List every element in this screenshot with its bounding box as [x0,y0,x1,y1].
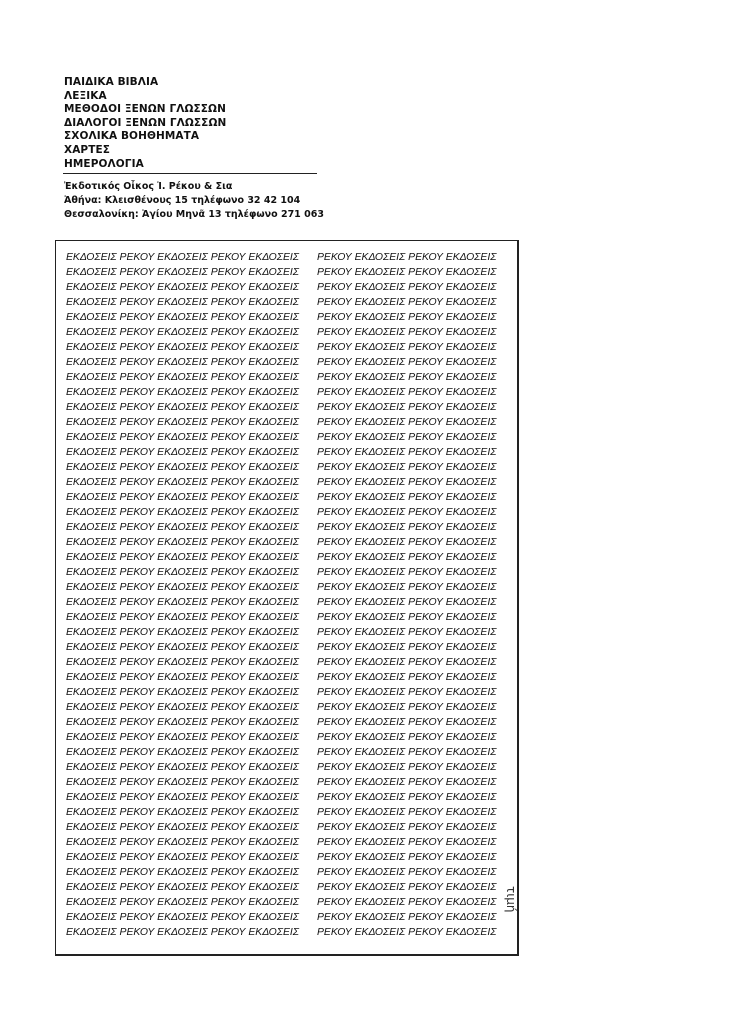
pattern-line [66,400,514,415]
pattern-segment-left: ΕΚΔΟΣΕΙΣ ΡΕΚΟΥ ΕΚΔΟΣΕΙΣ ΡΕΚΟΥ ΕΚΔΟΣΕΙΣ [66,627,299,638]
pattern-line [66,460,514,475]
pattern-segment-left: ΕΚΔΟΣΕΙΣ ΡΕΚΟΥ ΕΚΔΟΣΕΙΣ ΡΕΚΟΥ ΕΚΔΟΣΕΙΣ [66,327,299,338]
pattern-segment-left: ΕΚΔΟΣΕΙΣ ΡΕΚΟΥ ΕΚΔΟΣΕΙΣ ΡΕΚΟΥ ΕΚΔΟΣΕΙΣ [66,357,299,368]
category-item: ΛΕΞΙΚΑ [64,89,107,102]
pattern-line [66,625,514,640]
pattern-line [66,745,514,760]
pattern-line [66,715,514,730]
pattern-segment-right: ΡΕΚΟΥ ΕΚΔΟΣΕΙΣ ΡΕΚΟΥ ΕΚΔΟΣΕΙΣ [317,747,497,758]
pattern-segment-left: ΕΚΔΟΣΕΙΣ ΡΕΚΟΥ ΕΚΔΟΣΕΙΣ ΡΕΚΟΥ ΕΚΔΟΣΕΙΣ [66,552,299,563]
pattern-line [66,610,514,625]
pattern-segment-left: ΕΚΔΟΣΕΙΣ ΡΕΚΟΥ ΕΚΔΟΣΕΙΣ ΡΕΚΟΥ ΕΚΔΟΣΕΙΣ [66,687,299,698]
pattern-line [66,580,514,595]
publisher-contacts [64,180,324,223]
pattern-line [66,265,514,280]
pattern-line [66,865,514,880]
pattern-segment-left: ΕΚΔΟΣΕΙΣ ΡΕΚΟΥ ΕΚΔΟΣΕΙΣ ΡΕΚΟΥ ΕΚΔΟΣΕΙΣ [66,447,299,458]
pattern-segment-right: ΡΕΚΟΥ ΕΚΔΟΣΕΙΣ ΡΕΚΟΥ ΕΚΔΟΣΕΙΣ [317,852,497,863]
pattern-segment-right: ΡΕΚΟΥ ΕΚΔΟΣΕΙΣ ΡΕΚΟΥ ΕΚΔΟΣΕΙΣ [317,252,497,263]
pattern-segment-right: ΡΕΚΟΥ ΕΚΔΟΣΕΙΣ ΡΕΚΟΥ ΕΚΔΟΣΕΙΣ [317,447,497,458]
pattern-segment-right: ΡΕΚΟΥ ΕΚΔΟΣΕΙΣ ΡΕΚΟΥ ΕΚΔΟΣΕΙΣ [317,822,497,833]
pattern-line [66,910,514,925]
pattern-line [66,700,514,715]
pattern-segment-left: ΕΚΔΟΣΕΙΣ ΡΕΚΟΥ ΕΚΔΟΣΕΙΣ ΡΕΚΟΥ ΕΚΔΟΣΕΙΣ [66,927,299,938]
section-divider [63,173,317,174]
pattern-segment-left: ΕΚΔΟΣΕΙΣ ΡΕΚΟΥ ΕΚΔΟΣΕΙΣ ΡΕΚΟΥ ΕΚΔΟΣΕΙΣ [66,312,299,323]
pattern-segment-left: ΕΚΔΟΣΕΙΣ ΡΕΚΟΥ ΕΚΔΟΣΕΙΣ ΡΕΚΟΥ ΕΚΔΟΣΕΙΣ [66,522,299,533]
pattern-segment-right: ΡΕΚΟΥ ΕΚΔΟΣΕΙΣ ΡΕΚΟΥ ΕΚΔΟΣΕΙΣ [317,282,497,293]
pattern-segment-right: ΡΕΚΟΥ ΕΚΔΟΣΕΙΣ ΡΕΚΟΥ ΕΚΔΟΣΕΙΣ [317,462,497,473]
pattern-segment-right: ΡΕΚΟΥ ΕΚΔΟΣΕΙΣ ΡΕΚΟΥ ΕΚΔΟΣΕΙΣ [317,762,497,773]
price-mark: τιμή [504,886,518,913]
pattern-segment-left: ΕΚΔΟΣΕΙΣ ΡΕΚΟΥ ΕΚΔΟΣΕΙΣ ΡΕΚΟΥ ΕΚΔΟΣΕΙΣ [66,432,299,443]
pattern-segment-right: ΡΕΚΟΥ ΕΚΔΟΣΕΙΣ ΡΕΚΟΥ ΕΚΔΟΣΕΙΣ [317,777,497,788]
pattern-segment-right: ΡΕΚΟΥ ΕΚΔΟΣΕΙΣ ΡΕΚΟΥ ΕΚΔΟΣΕΙΣ [317,627,497,638]
pattern-segment-right: ΡΕΚΟΥ ΕΚΔΟΣΕΙΣ ΡΕΚΟΥ ΕΚΔΟΣΕΙΣ [317,867,497,878]
pattern-segment-right: ΡΕΚΟΥ ΕΚΔΟΣΕΙΣ ΡΕΚΟΥ ΕΚΔΟΣΕΙΣ [317,417,497,428]
pattern-segment-left: ΕΚΔΟΣΕΙΣ ΡΕΚΟΥ ΕΚΔΟΣΕΙΣ ΡΕΚΟΥ ΕΚΔΟΣΕΙΣ [66,417,299,428]
pattern-segment-right: ΡΕΚΟΥ ΕΚΔΟΣΕΙΣ ΡΕΚΟΥ ΕΚΔΟΣΕΙΣ [317,582,497,593]
pattern-segment-left: ΕΚΔΟΣΕΙΣ ΡΕΚΟΥ ΕΚΔΟΣΕΙΣ ΡΕΚΟΥ ΕΚΔΟΣΕΙΣ [66,507,299,518]
pattern-line [66,415,514,430]
pattern-line [66,595,514,610]
pattern-segment-left: ΕΚΔΟΣΕΙΣ ΡΕΚΟΥ ΕΚΔΟΣΕΙΣ ΡΕΚΟΥ ΕΚΔΟΣΕΙΣ [66,822,299,833]
pattern-segment-left: ΕΚΔΟΣΕΙΣ ΡΕΚΟΥ ΕΚΔΟΣΕΙΣ ΡΕΚΟΥ ΕΚΔΟΣΕΙΣ [66,792,299,803]
pattern-segment-left: ΕΚΔΟΣΕΙΣ ΡΕΚΟΥ ΕΚΔΟΣΕΙΣ ΡΕΚΟΥ ΕΚΔΟΣΕΙΣ [66,717,299,728]
pattern-line [66,850,514,865]
pattern-line [66,565,514,580]
pattern-segment-right: ΡΕΚΟΥ ΕΚΔΟΣΕΙΣ ΡΕΚΟΥ ΕΚΔΟΣΕΙΣ [317,687,497,698]
pattern-line [66,505,514,520]
pattern-segment-right: ΡΕΚΟΥ ΕΚΔΟΣΕΙΣ ΡΕΚΟΥ ΕΚΔΟΣΕΙΣ [317,507,497,518]
pattern-line [66,370,514,385]
pattern-segment-left: ΕΚΔΟΣΕΙΣ ΡΕΚΟΥ ΕΚΔΟΣΕΙΣ ΡΕΚΟΥ ΕΚΔΟΣΕΙΣ [66,402,299,413]
pattern-line [66,355,514,370]
pattern-segment-right: ΡΕΚΟΥ ΕΚΔΟΣΕΙΣ ΡΕΚΟΥ ΕΚΔΟΣΕΙΣ [317,792,497,803]
pattern-segment-right: ΡΕΚΟΥ ΕΚΔΟΣΕΙΣ ΡΕΚΟΥ ΕΚΔΟΣΕΙΣ [317,327,497,338]
pattern-segment-right: ΡΕΚΟΥ ΕΚΔΟΣΕΙΣ ΡΕΚΟΥ ΕΚΔΟΣΕΙΣ [317,882,497,893]
pattern-line [66,835,514,850]
pattern-segment-right: ΡΕΚΟΥ ΕΚΔΟΣΕΙΣ ΡΕΚΟΥ ΕΚΔΟΣΕΙΣ [317,612,497,623]
pattern-line [66,535,514,550]
pattern-segment-left: ΕΚΔΟΣΕΙΣ ΡΕΚΟΥ ΕΚΔΟΣΕΙΣ ΡΕΚΟΥ ΕΚΔΟΣΕΙΣ [66,762,299,773]
pattern-segment-left: ΕΚΔΟΣΕΙΣ ΡΕΚΟΥ ΕΚΔΟΣΕΙΣ ΡΕΚΟΥ ΕΚΔΟΣΕΙΣ [66,597,299,608]
category-list [64,76,226,171]
pattern-segment-left: ΕΚΔΟΣΕΙΣ ΡΕΚΟΥ ΕΚΔΟΣΕΙΣ ΡΕΚΟΥ ΕΚΔΟΣΕΙΣ [66,492,299,503]
pattern-line [66,250,514,265]
pattern-segment-left: ΕΚΔΟΣΕΙΣ ΡΕΚΟΥ ΕΚΔΟΣΕΙΣ ΡΕΚΟΥ ΕΚΔΟΣΕΙΣ [66,342,299,353]
pattern-segment-left: ΕΚΔΟΣΕΙΣ ΡΕΚΟΥ ΕΚΔΟΣΕΙΣ ΡΕΚΟΥ ΕΚΔΟΣΕΙΣ [66,807,299,818]
pattern-segment-left: ΕΚΔΟΣΕΙΣ ΡΕΚΟΥ ΕΚΔΟΣΕΙΣ ΡΕΚΟΥ ΕΚΔΟΣΕΙΣ [66,462,299,473]
pattern-segment-right: ΡΕΚΟΥ ΕΚΔΟΣΕΙΣ ΡΕΚΟΥ ΕΚΔΟΣΕΙΣ [317,567,497,578]
pattern-segment-right: ΡΕΚΟΥ ΕΚΔΟΣΕΙΣ ΡΕΚΟΥ ΕΚΔΟΣΕΙΣ [317,912,497,923]
pattern-segment-left: ΕΚΔΟΣΕΙΣ ΡΕΚΟΥ ΕΚΔΟΣΕΙΣ ΡΕΚΟΥ ΕΚΔΟΣΕΙΣ [66,252,299,263]
pattern-segment-right: ΡΕΚΟΥ ΕΚΔΟΣΕΙΣ ΡΕΚΟΥ ΕΚΔΟΣΕΙΣ [317,492,497,503]
pattern-segment-right: ΡΕΚΟΥ ΕΚΔΟΣΕΙΣ ΡΕΚΟΥ ΕΚΔΟΣΕΙΣ [317,807,497,818]
pattern-line [66,295,514,310]
pattern-line [66,520,514,535]
pattern-segment-left: ΕΚΔΟΣΕΙΣ ΡΕΚΟΥ ΕΚΔΟΣΕΙΣ ΡΕΚΟΥ ΕΚΔΟΣΕΙΣ [66,777,299,788]
pattern-segment-left: ΕΚΔΟΣΕΙΣ ΡΕΚΟΥ ΕΚΔΟΣΕΙΣ ΡΕΚΟΥ ΕΚΔΟΣΕΙΣ [66,747,299,758]
athens-address: Ἀθήνα: Κλεισθένους 15 τηλέφωνο 32 42 104 [64,195,301,207]
pattern-segment-right: ΡΕΚΟΥ ΕΚΔΟΣΕΙΣ ΡΕΚΟΥ ΕΚΔΟΣΕΙΣ [317,717,497,728]
publisher-name: Ἐκδοτικός Οἶκος Ἰ. Ρέκου & Σια [64,181,233,192]
pattern-segment-right: ΡΕΚΟΥ ΕΚΔΟΣΕΙΣ ΡΕΚΟΥ ΕΚΔΟΣΕΙΣ [317,552,497,563]
pattern-segment-left: ΕΚΔΟΣΕΙΣ ΡΕΚΟΥ ΕΚΔΟΣΕΙΣ ΡΕΚΟΥ ΕΚΔΟΣΕΙΣ [66,282,299,293]
pattern-segment-right: ΡΕΚΟΥ ΕΚΔΟΣΕΙΣ ΡΕΚΟΥ ΕΚΔΟΣΕΙΣ [317,387,497,398]
pattern-line [66,925,514,940]
pattern-segment-right: ΡΕΚΟΥ ΕΚΔΟΣΕΙΣ ΡΕΚΟΥ ΕΚΔΟΣΕΙΣ [317,297,497,308]
pattern-line [66,430,514,445]
category-item: ΣΧΟΛΙΚΑ ΒΟΗΘΗΜΑΤΑ [64,130,200,143]
pattern-segment-right: ΡΕΚΟΥ ΕΚΔΟΣΕΙΣ ΡΕΚΟΥ ΕΚΔΟΣΕΙΣ [317,702,497,713]
pattern-line [66,475,514,490]
pattern-line [66,340,514,355]
pattern-line [66,790,514,805]
pattern-segment-left: ΕΚΔΟΣΕΙΣ ΡΕΚΟΥ ΕΚΔΟΣΕΙΣ ΡΕΚΟΥ ΕΚΔΟΣΕΙΣ [66,267,299,278]
pattern-line [66,805,514,820]
pattern-segment-left: ΕΚΔΟΣΕΙΣ ΡΕΚΟΥ ΕΚΔΟΣΕΙΣ ΡΕΚΟΥ ΕΚΔΟΣΕΙΣ [66,477,299,488]
pattern-segment-left: ΕΚΔΟΣΕΙΣ ΡΕΚΟΥ ΕΚΔΟΣΕΙΣ ΡΕΚΟΥ ΕΚΔΟΣΕΙΣ [66,672,299,683]
pattern-line [66,490,514,505]
pattern-segment-left: ΕΚΔΟΣΕΙΣ ΡΕΚΟΥ ΕΚΔΟΣΕΙΣ ΡΕΚΟΥ ΕΚΔΟΣΕΙΣ [66,882,299,893]
pattern-segment-right: ΡΕΚΟΥ ΕΚΔΟΣΕΙΣ ΡΕΚΟΥ ΕΚΔΟΣΕΙΣ [317,402,497,413]
pattern-line [66,880,514,895]
pattern-segment-left: ΕΚΔΟΣΕΙΣ ΡΕΚΟΥ ΕΚΔΟΣΕΙΣ ΡΕΚΟΥ ΕΚΔΟΣΕΙΣ [66,612,299,623]
category-item: ΔΙΑΛΟΓΟΙ ΞΕΝΩΝ ΓΛΩΣΣΩΝ [64,116,227,129]
category-item: ΠΑΙΔΙΚΑ ΒΙΒΛΙΑ [64,76,159,88]
pattern-segment-right: ΡΕΚΟΥ ΕΚΔΟΣΕΙΣ ΡΕΚΟΥ ΕΚΔΟΣΕΙΣ [317,837,497,848]
pattern-segment-left: ΕΚΔΟΣΕΙΣ ΡΕΚΟΥ ΕΚΔΟΣΕΙΣ ΡΕΚΟΥ ΕΚΔΟΣΕΙΣ [66,657,299,668]
pattern-line [66,325,514,340]
pattern-line [66,655,514,670]
pattern-segment-left: ΕΚΔΟΣΕΙΣ ΡΕΚΟΥ ΕΚΔΟΣΕΙΣ ΡΕΚΟΥ ΕΚΔΟΣΕΙΣ [66,642,299,653]
publisher-pattern-block [66,250,514,940]
pattern-segment-right: ΡΕΚΟΥ ΕΚΔΟΣΕΙΣ ΡΕΚΟΥ ΕΚΔΟΣΕΙΣ [317,312,497,323]
pattern-segment-right: ΡΕΚΟΥ ΕΚΔΟΣΕΙΣ ΡΕΚΟΥ ΕΚΔΟΣΕΙΣ [317,642,497,653]
pattern-segment-right: ΡΕΚΟΥ ΕΚΔΟΣΕΙΣ ΡΕΚΟΥ ΕΚΔΟΣΕΙΣ [317,357,497,368]
pattern-segment-left: ΕΚΔΟΣΕΙΣ ΡΕΚΟΥ ΕΚΔΟΣΕΙΣ ΡΕΚΟΥ ΕΚΔΟΣΕΙΣ [66,852,299,863]
pattern-segment-left: ΕΚΔΟΣΕΙΣ ΡΕΚΟΥ ΕΚΔΟΣΕΙΣ ΡΕΚΟΥ ΕΚΔΟΣΕΙΣ [66,387,299,398]
pattern-segment-left: ΕΚΔΟΣΕΙΣ ΡΕΚΟΥ ΕΚΔΟΣΕΙΣ ΡΕΚΟΥ ΕΚΔΟΣΕΙΣ [66,297,299,308]
category-item: ΗΜΕΡΟΛΟΓΙΑ [64,157,144,170]
pattern-line [66,760,514,775]
pattern-segment-left: ΕΚΔΟΣΕΙΣ ΡΕΚΟΥ ΕΚΔΟΣΕΙΣ ΡΕΚΟΥ ΕΚΔΟΣΕΙΣ [66,582,299,593]
pattern-segment-right: ΡΕΚΟΥ ΕΚΔΟΣΕΙΣ ΡΕΚΟΥ ΕΚΔΟΣΕΙΣ [317,372,497,383]
pattern-segment-left: ΕΚΔΟΣΕΙΣ ΡΕΚΟΥ ΕΚΔΟΣΕΙΣ ΡΕΚΟΥ ΕΚΔΟΣΕΙΣ [66,837,299,848]
pattern-segment-right: ΡΕΚΟΥ ΕΚΔΟΣΕΙΣ ΡΕΚΟΥ ΕΚΔΟΣΕΙΣ [317,267,497,278]
pattern-segment-left: ΕΚΔΟΣΕΙΣ ΡΕΚΟΥ ΕΚΔΟΣΕΙΣ ΡΕΚΟΥ ΕΚΔΟΣΕΙΣ [66,732,299,743]
pattern-segment-left: ΕΚΔΟΣΕΙΣ ΡΕΚΟΥ ΕΚΔΟΣΕΙΣ ΡΕΚΟΥ ΕΚΔΟΣΕΙΣ [66,912,299,923]
pattern-segment-right: ΡΕΚΟΥ ΕΚΔΟΣΕΙΣ ΡΕΚΟΥ ΕΚΔΟΣΕΙΣ [317,477,497,488]
thessaloniki-address: Θεσσαλονίκη: Ἁγίου Μηνᾶ 13 τηλέφωνο 271 063 [64,209,324,221]
pattern-segment-right: ΡΕΚΟΥ ΕΚΔΟΣΕΙΣ ΡΕΚΟΥ ΕΚΔΟΣΕΙΣ [317,732,497,743]
pattern-line [66,310,514,325]
pattern-line [66,385,514,400]
pattern-line [66,550,514,565]
pattern-line [66,685,514,700]
pattern-line [66,280,514,295]
pattern-segment-right: ΡΕΚΟΥ ΕΚΔΟΣΕΙΣ ΡΕΚΟΥ ΕΚΔΟΣΕΙΣ [317,342,497,353]
pattern-segment-left: ΕΚΔΟΣΕΙΣ ΡΕΚΟΥ ΕΚΔΟΣΕΙΣ ΡΕΚΟΥ ΕΚΔΟΣΕΙΣ [66,702,299,713]
pattern-segment-right: ΡΕΚΟΥ ΕΚΔΟΣΕΙΣ ΡΕΚΟΥ ΕΚΔΟΣΕΙΣ [317,537,497,548]
pattern-line [66,445,514,460]
pattern-line [66,775,514,790]
pattern-segment-right: ΡΕΚΟΥ ΕΚΔΟΣΕΙΣ ΡΕΚΟΥ ΕΚΔΟΣΕΙΣ [317,672,497,683]
category-item: ΜΕΘΟΔΟΙ ΞΕΝΩΝ ΓΛΩΣΣΩΝ [64,103,226,116]
pattern-segment-left: ΕΚΔΟΣΕΙΣ ΡΕΚΟΥ ΕΚΔΟΣΕΙΣ ΡΕΚΟΥ ΕΚΔΟΣΕΙΣ [66,897,299,908]
pattern-segment-left: ΕΚΔΟΣΕΙΣ ΡΕΚΟΥ ΕΚΔΟΣΕΙΣ ΡΕΚΟΥ ΕΚΔΟΣΕΙΣ [66,567,299,578]
pattern-segment-right: ΡΕΚΟΥ ΕΚΔΟΣΕΙΣ ΡΕΚΟΥ ΕΚΔΟΣΕΙΣ [317,432,497,443]
pattern-segment-left: ΕΚΔΟΣΕΙΣ ΡΕΚΟΥ ΕΚΔΟΣΕΙΣ ΡΕΚΟΥ ΕΚΔΟΣΕΙΣ [66,372,299,383]
pattern-line [66,730,514,745]
pattern-line [66,820,514,835]
pattern-segment-left: ΕΚΔΟΣΕΙΣ ΡΕΚΟΥ ΕΚΔΟΣΕΙΣ ΡΕΚΟΥ ΕΚΔΟΣΕΙΣ [66,867,299,878]
pattern-segment-right: ΡΕΚΟΥ ΕΚΔΟΣΕΙΣ ΡΕΚΟΥ ΕΚΔΟΣΕΙΣ [317,597,497,608]
pattern-line [66,895,514,910]
pattern-line [66,670,514,685]
pattern-segment-right: ΡΕΚΟΥ ΕΚΔΟΣΕΙΣ ΡΕΚΟΥ ΕΚΔΟΣΕΙΣ [317,897,497,908]
category-item: ΧΑΡΤΕΣ [64,143,111,156]
pattern-segment-right: ΡΕΚΟΥ ΕΚΔΟΣΕΙΣ ΡΕΚΟΥ ΕΚΔΟΣΕΙΣ [317,657,497,668]
pattern-segment-left: ΕΚΔΟΣΕΙΣ ΡΕΚΟΥ ΕΚΔΟΣΕΙΣ ΡΕΚΟΥ ΕΚΔΟΣΕΙΣ [66,537,299,548]
pattern-segment-right: ΡΕΚΟΥ ΕΚΔΟΣΕΙΣ ΡΕΚΟΥ ΕΚΔΟΣΕΙΣ [317,927,497,938]
pattern-line [66,640,514,655]
pattern-segment-right: ΡΕΚΟΥ ΕΚΔΟΣΕΙΣ ΡΕΚΟΥ ΕΚΔΟΣΕΙΣ [317,522,497,533]
